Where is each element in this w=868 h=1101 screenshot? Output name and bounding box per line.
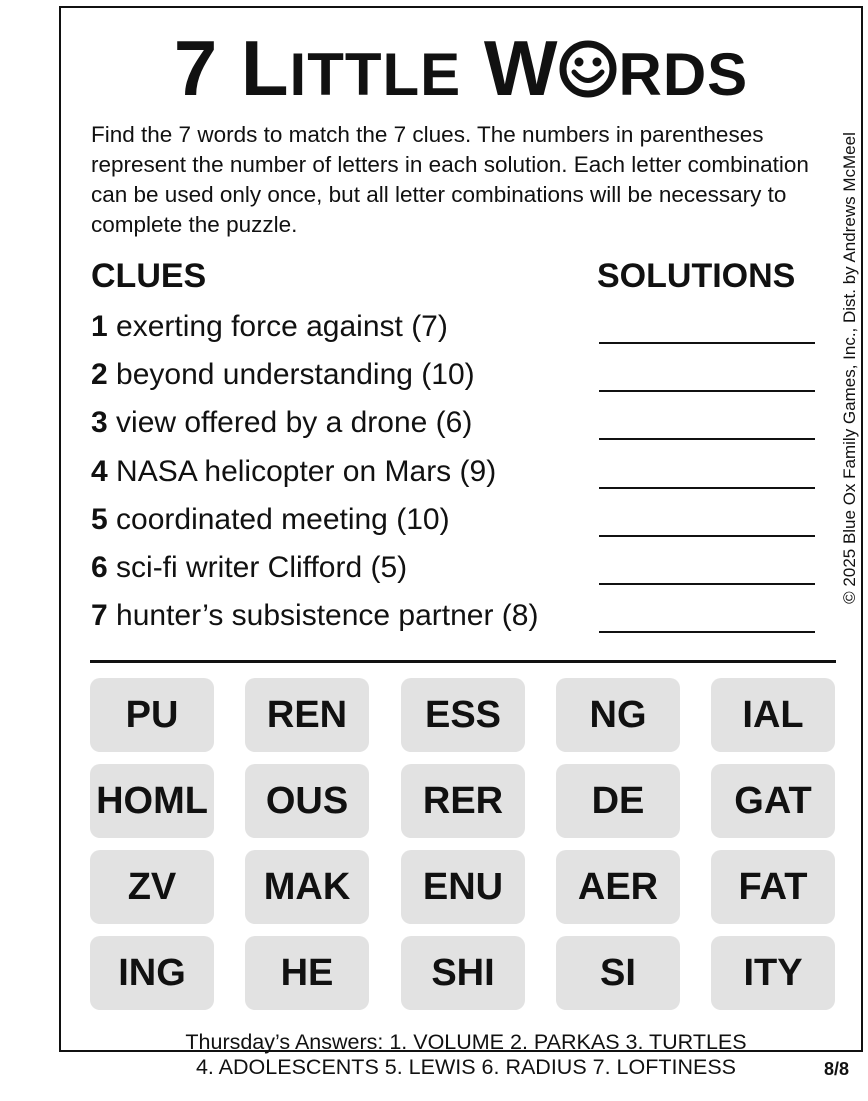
clue-row-6: [91, 545, 821, 593]
clue-text: [91, 545, 407, 591]
clue-text: [91, 304, 448, 350]
previous-answers: [59, 1030, 863, 1080]
solution-blank-4[interactable]: [599, 487, 815, 489]
tile-ity[interactable]: ITY: [711, 936, 835, 1010]
tile-fat[interactable]: FAT: [711, 850, 835, 924]
credit-text: © 2025 Blue Ox Family Games, Inc., Dist. by Andrews McMeel: [840, 132, 859, 604]
divider: [90, 660, 836, 663]
tile-mak[interactable]: MAK: [245, 850, 369, 924]
title-w: W: [483, 24, 559, 112]
tile-ous[interactable]: OUS: [245, 764, 369, 838]
tile-aer[interactable]: AER: [556, 850, 680, 924]
tile-si[interactable]: SI: [556, 936, 680, 1010]
clue-text: [91, 593, 538, 639]
clue-label: NASA helicopter on Mars (9): [107, 454, 497, 488]
tile-ng[interactable]: NG: [556, 678, 680, 752]
tile-rer[interactable]: RER: [401, 764, 525, 838]
tile-he[interactable]: HE: [245, 936, 369, 1010]
clue-row-5: [91, 497, 821, 545]
instructions: Find the 7 words to match the 7 clues. The numbers in parentheses represent the number of letters in each solution. Each letter combination can be used only once, but all letter combinations will be necessary to complete the puzzle.: [91, 122, 809, 237]
solution-blank-1[interactable]: [599, 342, 815, 344]
title-rds: RDS: [618, 41, 749, 108]
tile-de[interactable]: DE: [556, 764, 680, 838]
tile-homl[interactable]: HOML: [90, 764, 214, 838]
tile-zv[interactable]: ZV: [90, 850, 214, 924]
clue-text: [91, 400, 472, 446]
clue-label: coordinated meeting (10): [107, 502, 450, 536]
clue-number: 3: [91, 406, 108, 440]
tile-enu[interactable]: ENU: [401, 850, 525, 924]
clue-text: [91, 352, 475, 398]
clue-label: view offered by a drone (6): [107, 406, 473, 440]
clue-row-1: [91, 304, 821, 352]
tile-ial[interactable]: IAL: [711, 678, 835, 752]
clue-number: 5: [91, 502, 108, 536]
tile-gat[interactable]: GAT: [711, 764, 835, 838]
clue-number: 6: [91, 550, 108, 584]
clue-label: hunter’s subsistence partner (8): [107, 599, 539, 633]
clue-label: exerting force against (7): [107, 310, 448, 343]
smiley-icon: [558, 39, 618, 99]
solution-blank-6[interactable]: [599, 583, 815, 585]
clue-text: [91, 449, 496, 495]
clues-list: [91, 304, 821, 641]
clue-number: 7: [91, 599, 108, 633]
title-ittle: ITTLE: [289, 41, 462, 108]
solutions-header: SOLUTIONS: [597, 257, 796, 295]
title-seven: 7: [173, 24, 219, 112]
clue-number: 1: [91, 310, 108, 343]
solution-blank-7[interactable]: [599, 631, 815, 633]
tile-ess[interactable]: ESS: [401, 678, 525, 752]
tile-pu[interactable]: PU: [90, 678, 214, 752]
clue-row-4: [91, 449, 821, 497]
clue-label: sci-fi writer Clifford (5): [107, 550, 408, 584]
title-l: L: [240, 24, 290, 112]
solution-blank-3[interactable]: [599, 438, 815, 440]
tile-ing[interactable]: ING: [90, 936, 214, 1010]
puzzle-date: 8/8: [824, 1059, 850, 1079]
tile-shi[interactable]: SHI: [401, 936, 525, 1010]
solution-blank-5[interactable]: [599, 535, 815, 537]
clues-header: CLUES: [91, 257, 207, 295]
tile-ren[interactable]: REN: [245, 678, 369, 752]
clue-text: [91, 497, 450, 543]
puzzle-title: [59, 18, 863, 125]
answers-line-1: Thursday’s Answers: 1. VOLUME 2. PARKAS 3. TURTLES: [185, 1030, 747, 1054]
clue-number: 2: [91, 358, 108, 392]
clue-number: 4: [91, 454, 108, 488]
clue-row-3: [91, 400, 821, 448]
clue-row-2: [91, 352, 821, 400]
solution-blank-2[interactable]: [599, 390, 815, 392]
clue-label: beyond understanding (10): [107, 358, 475, 392]
clue-row-7: [91, 593, 821, 641]
answers-line-2: 4. ADOLESCENTS 5. LEWIS 6. RADIUS 7. LOFTINESS: [195, 1055, 737, 1079]
